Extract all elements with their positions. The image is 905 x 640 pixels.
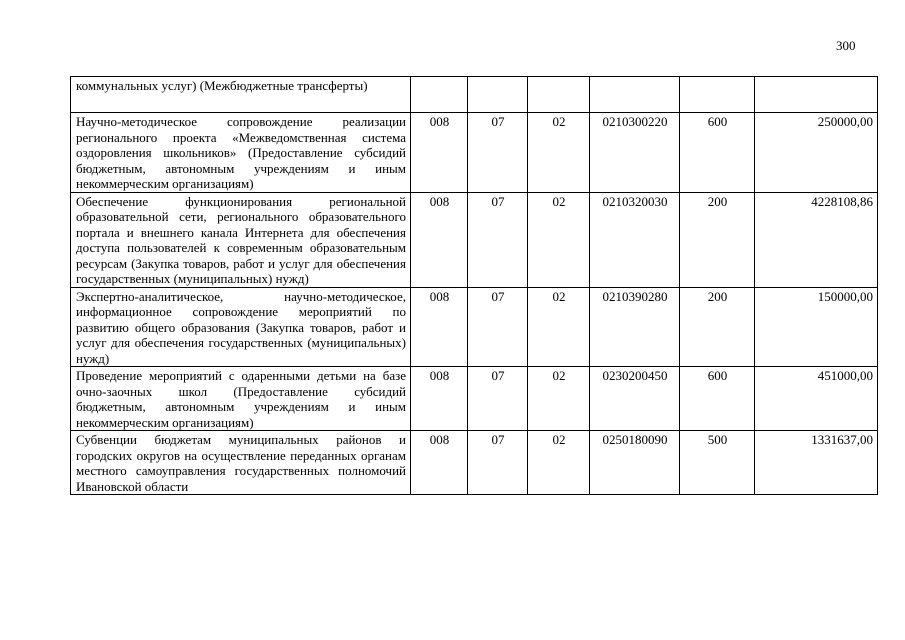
row-amount: 150000,00 bbox=[755, 287, 878, 367]
row-target-item-code bbox=[590, 77, 680, 113]
row-ministry-code: 008 bbox=[411, 431, 468, 495]
page-number: 300 bbox=[836, 38, 856, 53]
row-amount: 451000,00 bbox=[755, 367, 878, 431]
row-section-code bbox=[468, 77, 528, 113]
row-subsection-code: 02 bbox=[528, 287, 590, 367]
row-expense-type-code bbox=[680, 77, 755, 113]
row-description: Обеспечение функционирования региональной образовательной сети, регионального образовательного портала и внешнего канала Интернета для обеспечения доступа пользователей к современным образовательным ресурсам (Закупка товаров, работ и услуг для обеспечения государственных (муниципальных) нужд) bbox=[71, 192, 411, 287]
table-row bbox=[71, 367, 878, 431]
table-row bbox=[71, 431, 878, 495]
row-description: Экспертно-аналитическое, научно-методическое, информационное сопровождение мероприятий по развитию общего образования (Закупка товаров, работ и услуг для обеспечения государственных (муниципальных) нужд) bbox=[71, 287, 411, 367]
row-description: коммунальных услуг) (Межбюджетные трансферты) bbox=[71, 77, 411, 113]
row-subsection-code: 02 bbox=[528, 431, 590, 495]
row-subsection-code bbox=[528, 77, 590, 113]
row-target-item-code: 0230200450 bbox=[590, 367, 680, 431]
row-section-code: 07 bbox=[468, 113, 528, 193]
row-subsection-code: 02 bbox=[528, 113, 590, 193]
row-expense-type-code: 600 bbox=[680, 113, 755, 193]
row-target-item-code: 0210320030 bbox=[590, 192, 680, 287]
row-amount: 1331637,00 bbox=[755, 431, 878, 495]
row-target-item-code: 0210390280 bbox=[590, 287, 680, 367]
row-target-item-code: 0210300220 bbox=[590, 113, 680, 193]
row-description: Проведение мероприятий с одаренными детьми на базе очно-заочных школ (Предоставление субсидий бюджетным, автономным учреждениям и иным некоммерческим организациям) bbox=[71, 367, 411, 431]
row-description: Субвенции бюджетам муниципальных районов и городских округов на осуществление переданных органам местного самоуправления государственных полномочий Ивановской области bbox=[71, 431, 411, 495]
table-row bbox=[71, 287, 878, 367]
table-row bbox=[71, 77, 878, 113]
row-amount: 250000,00 bbox=[755, 113, 878, 193]
row-ministry-code: 008 bbox=[411, 113, 468, 193]
row-ministry-code: 008 bbox=[411, 287, 468, 367]
row-expense-type-code: 500 bbox=[680, 431, 755, 495]
row-amount: 4228108,86 bbox=[755, 192, 878, 287]
row-subsection-code: 02 bbox=[528, 192, 590, 287]
row-section-code: 07 bbox=[468, 192, 528, 287]
table-row bbox=[71, 113, 878, 193]
row-ministry-code: 008 bbox=[411, 192, 468, 287]
row-ministry-code bbox=[411, 77, 468, 113]
row-subsection-code: 02 bbox=[528, 367, 590, 431]
table-row bbox=[71, 192, 878, 287]
row-amount bbox=[755, 77, 878, 113]
row-expense-type-code: 200 bbox=[680, 287, 755, 367]
row-section-code: 07 bbox=[468, 287, 528, 367]
row-description: Научно-методическое сопровождение реализации регионального проекта «Межведомственная система оздоровления школьников» (Предоставление субсидий бюджетным, автономным учреждениям и иным некоммерческим организациям) bbox=[71, 113, 411, 193]
row-target-item-code: 0250180090 bbox=[590, 431, 680, 495]
row-section-code: 07 bbox=[468, 431, 528, 495]
row-section-code: 07 bbox=[468, 367, 528, 431]
row-expense-type-code: 600 bbox=[680, 367, 755, 431]
row-expense-type-code: 200 bbox=[680, 192, 755, 287]
budget-table bbox=[70, 76, 878, 495]
row-ministry-code: 008 bbox=[411, 367, 468, 431]
